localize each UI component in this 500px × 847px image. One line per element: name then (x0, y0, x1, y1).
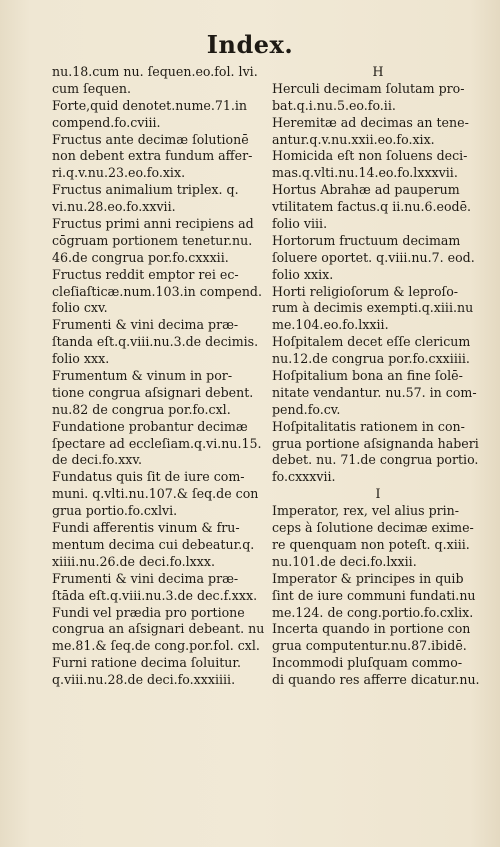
index-line: Imperator & principes in quib (272, 570, 464, 586)
index-line: folio cxv. (52, 300, 108, 316)
index-line: Hoſpitalium bona an fine ſolē- (272, 368, 463, 384)
index-line: cōgruam portionem tenetur.nu. (52, 232, 253, 248)
index-line: grua computentur.nu.87.ibidē. (272, 638, 467, 654)
index-line: 46.de congrua por.fo.cxxxii. (52, 249, 229, 265)
index-line: Fructus primi anni recipiens ad (52, 216, 254, 232)
index-line: pend.fo.cv. (272, 401, 341, 417)
index-line: me.81.& ſeq.de cong.por.fol. cxl. (52, 638, 260, 654)
index-line: debet. nu. 71.de congrua portio. (272, 452, 479, 468)
index-line: Fundatus quis ſit de iure com- (52, 469, 245, 485)
index-line: Frumentum & vinum in por- (52, 368, 233, 384)
index-line: Frumenti & vini decima præ- (52, 570, 239, 586)
index-line: ſtanda eſt.q.viii.nu.3.de decimis. (52, 334, 259, 350)
index-line: nu.82 de congrua por.fo.cxl. (52, 401, 231, 417)
section-letter-h: H (372, 64, 384, 79)
index-line: tione congrua aſsignari debent. (52, 384, 254, 400)
index-line: me.104.eo.fo.lxxii. (272, 317, 389, 333)
index-line: fo.cxxxvii. (272, 469, 336, 485)
index-line: Hoſpitalitatis rationem in con- (272, 418, 465, 434)
index-line: Incerta quando in portione con (272, 621, 471, 637)
index-line: Frumenti & vini decima præ- (52, 317, 239, 333)
index-line: Hoſpitalem decet eſſe clericum (272, 334, 471, 350)
section-letter-i: I (375, 486, 381, 502)
index-line: muni. q.vlti.nu.107.& ſeq.de con (52, 486, 259, 502)
index-line: vi.nu.28.eo.fo.xxvii. (52, 199, 176, 215)
index-line: Hortus Abrahæ ad pauperum (272, 182, 460, 198)
index-line: Forte,quid denotet.nume.71.in (52, 97, 248, 113)
index-line: nu.18.cum nu. ſequen.eo.fol. lvi. (52, 64, 258, 79)
index-line: cleſiaſticæ.num.103.in compend. (52, 283, 262, 299)
index-line: Fundi afferentis vinum & fru- (52, 520, 240, 536)
index-line: ſint de iure communi fundati.nu (272, 587, 476, 603)
index-line: mas.q.vlti.nu.14.eo.fo.lxxxvii. (272, 165, 458, 181)
right-index-column (272, 64, 484, 689)
index-line: mentum decima cui debeatur.q. (52, 536, 255, 552)
index-line: nu.101.de deci.fo.lxxii. (272, 553, 417, 569)
page-title: Index. (206, 30, 294, 59)
left-index-column (52, 64, 276, 689)
index-line: Imperator, rex, vel alius prin- (272, 503, 460, 519)
index-line: vtilitatem factus.q ii.nu.6.eodē. (272, 199, 472, 215)
index-line: Fundatione probantur decimæ (52, 418, 248, 434)
index-line: ſoluere oportet. q.viii.nu.7. eod. (272, 249, 475, 265)
index-line: Herculi decimam ſolutam pro- (272, 80, 465, 96)
index-line: nu.12.de congrua por.fo.cxxiiii. (272, 351, 470, 367)
index-line: bat.q.i.nu.5.eo.fo.ii. (272, 97, 396, 113)
index-line: ri.q.v.nu.23.eo.fo.xix. (52, 165, 186, 181)
index-line: ſpectare ad eccleſiam.q.vi.nu.15. (52, 435, 262, 451)
index-line: Horti religioſorum & leproſo- (272, 283, 459, 299)
index-line: folio xxx. (52, 351, 110, 367)
index-line: de deci.fo.xxv. (52, 452, 142, 468)
index-line: Fructus ante decimæ ſolutionē (52, 131, 249, 147)
index-line: Fundi vel prædia pro portione (52, 604, 245, 620)
index-line: Homicida eſt non ſoluens deci- (272, 148, 468, 164)
index-line: Furni ratione decima ſoluitur. (52, 655, 242, 671)
index-line: me.124. de cong.portio.fo.cxlix. (272, 604, 474, 620)
index-line: Hortorum fructuum decimam (272, 232, 461, 248)
index-line: xiiii.nu.26.de deci.fo.lxxx. (52, 553, 215, 569)
index-line: Heremitæ ad decimas an tene- (272, 114, 469, 130)
index-line: antur.q.v.nu.xxii.eo.fo.xix. (272, 131, 435, 147)
index-line: congrua an aſsignari debeant. nu (52, 621, 265, 637)
index-line: grua portio.fo.cxlvi. (52, 503, 178, 519)
index-line: Fructus animalium triplex. q. (52, 182, 239, 198)
index-line: folio viii. (272, 216, 328, 232)
index-line: grua portione aſsignanda haberi (272, 435, 479, 451)
index-line: ſtāda eſt.q.viii.nu.3.de dec.f.xxx. (52, 587, 258, 603)
index-line: folio xxix. (272, 266, 334, 282)
index-line: non debent extra fundum affer- (52, 148, 253, 164)
index-line: Fructus reddit emptor rei ec- (52, 266, 239, 282)
index-line: di quando res afferre dicatur.nu. (272, 672, 480, 688)
index-line: nitate vendantur. nu.57. in com- (272, 384, 477, 400)
index-line: cum ſequen. (52, 80, 131, 96)
index-line: re quenquam non poteſt. q.xiii. (272, 536, 470, 552)
index-line: Incommodi pluſquam commo- (272, 655, 463, 671)
index-line: ceps à ſolutione decimæ exime- (272, 520, 474, 536)
index-line: q.viii.nu.28.de deci.fo.xxxiiii. (52, 672, 236, 688)
index-line: compend.fo.cviii. (52, 114, 161, 130)
index-line: rum à decimis exempti.q.xiii.nu (272, 300, 474, 316)
